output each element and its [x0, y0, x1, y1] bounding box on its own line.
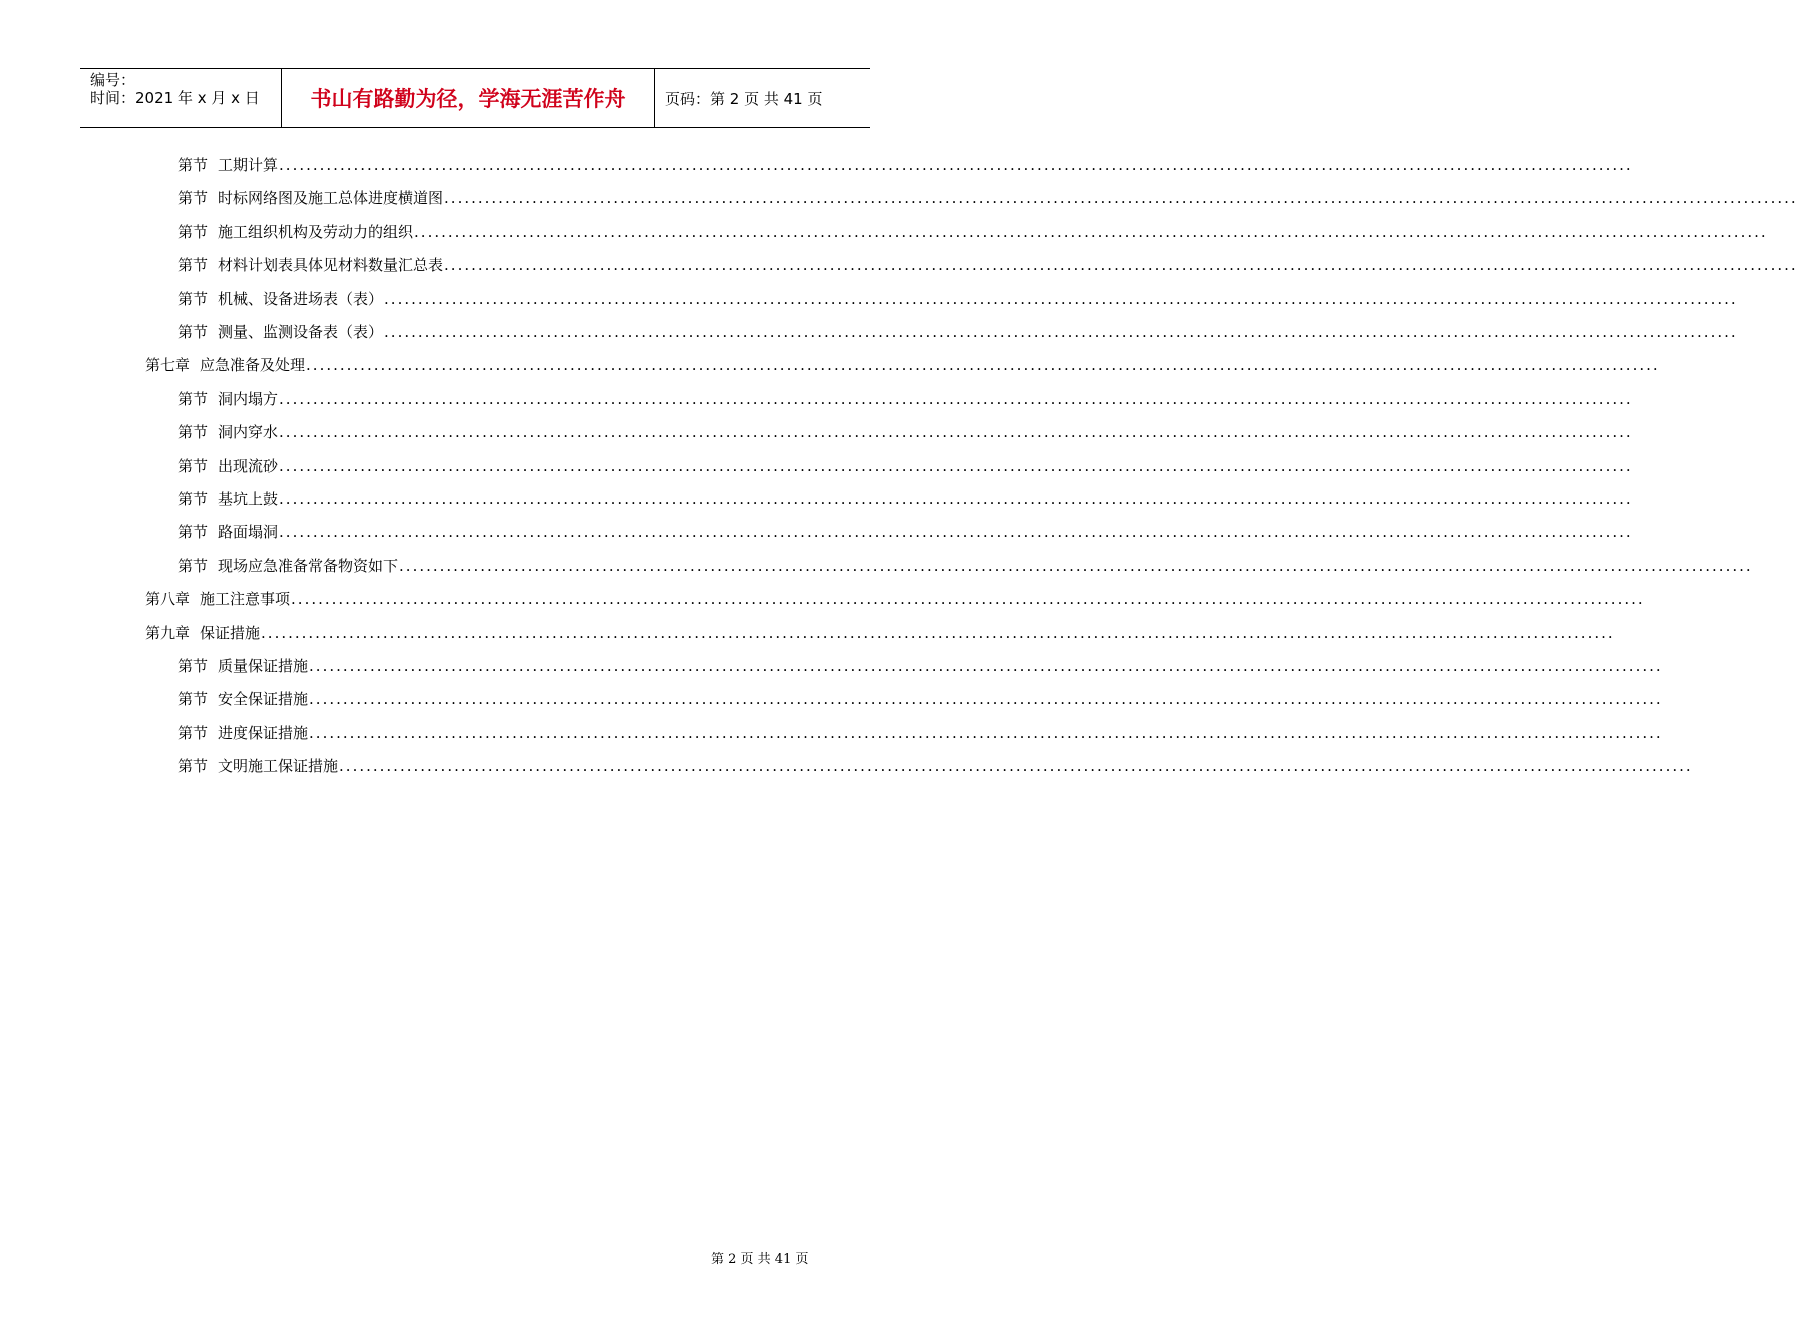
header-page-info: 页码：第 2 页 共 41 页 — [665, 89, 823, 108]
toc-dot-leader: ........................................................................................................................................................................................................ — [309, 723, 1663, 742]
toc-dot-leader: ........................................................................................................................................................................................................ — [399, 556, 1753, 575]
toc-entry-title: 文明施工保证措施 — [218, 757, 339, 776]
toc-entry-prefix: 第节 — [178, 757, 209, 776]
time-label: 时间：2021 年 x 月 x 日 — [90, 89, 260, 107]
toc-entry-title: 时标网络图及施工总体进度横道图 — [218, 189, 444, 208]
toc-dot-leader: ........................................................................................................................................................................................................ — [306, 356, 1660, 375]
toc-section-entry[interactable] — [178, 688, 1663, 712]
toc-entry-prefix: 第节 — [178, 690, 209, 709]
toc-entry-title: 基坑上鼓 — [218, 490, 279, 508]
toc-entry-title: 安全保证措施 — [218, 690, 309, 709]
toc-dot-leader: ........................................................................................................................................................................................................ — [279, 156, 1633, 174]
toc-dot-leader: ........................................................................................................................................................................................................ — [291, 590, 1645, 609]
toc-entry-title: 施工注意事项 — [200, 590, 291, 609]
toc-dot-leader: ........................................................................................................................................................................................................ — [279, 523, 1633, 542]
toc-entry-prefix: 第节 — [178, 256, 209, 275]
toc-entry-prefix: 第节 — [178, 723, 209, 742]
toc-entry-title: 洞内穿水 — [218, 423, 279, 442]
toc-section-entry[interactable] — [178, 321, 1738, 345]
header-motto: 书山有路勤为径，学海无涯苦作舟 — [282, 69, 655, 127]
toc-entry-prefix: 第节 — [178, 456, 209, 475]
toc-entry-prefix: 第节 — [178, 323, 209, 341]
page-footer: 第 2 页 共 41 页 — [711, 1252, 809, 1267]
toc-dot-leader: ........................................................................................................................................................................................................ — [279, 456, 1633, 475]
toc-dot-leader: ........................................................................................................................................................................................................ — [384, 289, 1738, 308]
toc-dot-leader: ........................................................................................................................................................................................................ — [279, 389, 1633, 408]
toc-entry-prefix: 第节 — [178, 156, 209, 174]
toc-dot-leader: ........................................................................................................................................................................................................ — [309, 657, 1663, 675]
toc-entry-title: 施工组织机构及劳动力的组织 — [218, 222, 414, 241]
toc-dot-leader: ........................................................................................................................................................................................................ — [444, 256, 1798, 275]
toc-entry-prefix: 第节 — [178, 289, 209, 308]
toc-entry-prefix: 第节 — [178, 189, 209, 208]
toc-section-entry[interactable] — [178, 254, 1798, 278]
toc-entry-prefix: 第八章 — [145, 590, 191, 609]
toc-entry-prefix: 第九章 — [145, 623, 191, 642]
toc-dot-leader: ........................................................................................................................................................................................................ — [444, 189, 1798, 208]
toc-entry-prefix: 第节 — [178, 657, 209, 675]
toc-dot-leader: ........................................................................................................................................................................................................ — [309, 690, 1663, 709]
toc-section-entry[interactable] — [178, 488, 1633, 512]
toc-entry-prefix: 第节 — [178, 523, 209, 542]
toc-section-entry[interactable] — [178, 555, 1753, 579]
toc-entry-prefix: 第节 — [178, 222, 209, 241]
toc-section-entry[interactable] — [178, 655, 1663, 679]
toc-entry-prefix: 第节 — [178, 389, 209, 408]
toc-entry-title: 出现流砂 — [218, 456, 279, 475]
toc-dot-leader: ........................................................................................................................................................................................................ — [279, 423, 1633, 442]
toc-dot-leader: ........................................................................................................................................................................................................ — [384, 323, 1738, 341]
toc-section-entry[interactable] — [178, 421, 1633, 445]
toc-entry-title: 工期计算 — [218, 156, 279, 174]
toc-entry-title: 质量保证措施 — [218, 657, 309, 675]
toc-chapter-entry[interactable] — [145, 354, 1660, 378]
toc-entry-title: 保证措施 — [200, 623, 261, 642]
toc-entry-title: 进度保证措施 — [218, 723, 309, 742]
toc-entry-title: 机械、设备进场表（表） — [218, 289, 384, 308]
toc-entry-title: 应急准备及处理 — [200, 356, 306, 375]
toc-entry-prefix: 第节 — [178, 490, 209, 508]
toc-dot-leader: ........................................................................................................................................................................................................ — [414, 222, 1768, 241]
toc-section-entry[interactable] — [178, 455, 1633, 479]
toc-entry-title: 材料计划表具体见材料数量汇总表 — [218, 256, 444, 275]
toc-entry-prefix: 第节 — [178, 423, 209, 442]
number-label: 编号： — [90, 71, 136, 89]
toc-entry-title: 路面塌洞 — [218, 523, 279, 542]
toc-entry-title: 现场应急准备常备物资如下 — [218, 556, 399, 575]
toc-section-entry[interactable] — [178, 521, 1633, 545]
toc-entry-prefix: 第节 — [178, 556, 209, 575]
toc-section-entry[interactable] — [178, 722, 1663, 746]
toc-entry-prefix: 第七章 — [145, 356, 191, 375]
toc-entry-title: 洞内塌方 — [218, 389, 279, 408]
toc-dot-leader: ........................................................................................................................................................................................................ — [261, 623, 1615, 642]
toc-section-entry[interactable] — [178, 221, 1768, 245]
header-meta — [80, 69, 282, 127]
toc-section-entry[interactable] — [178, 755, 1693, 779]
toc-section-entry[interactable] — [178, 187, 1798, 211]
toc-section-entry[interactable] — [178, 388, 1633, 412]
toc-dot-leader: ........................................................................................................................................................................................................ — [339, 757, 1693, 776]
toc-chapter-entry[interactable] — [145, 588, 1645, 612]
toc-section-entry[interactable] — [178, 288, 1738, 312]
toc-section-entry[interactable] — [178, 154, 1633, 178]
toc-dot-leader: ........................................................................................................................................................................................................ — [279, 490, 1633, 508]
page-header — [80, 68, 870, 128]
toc-entry-title: 测量、监测设备表（表） — [218, 323, 384, 341]
toc-chapter-entry[interactable] — [145, 622, 1615, 646]
